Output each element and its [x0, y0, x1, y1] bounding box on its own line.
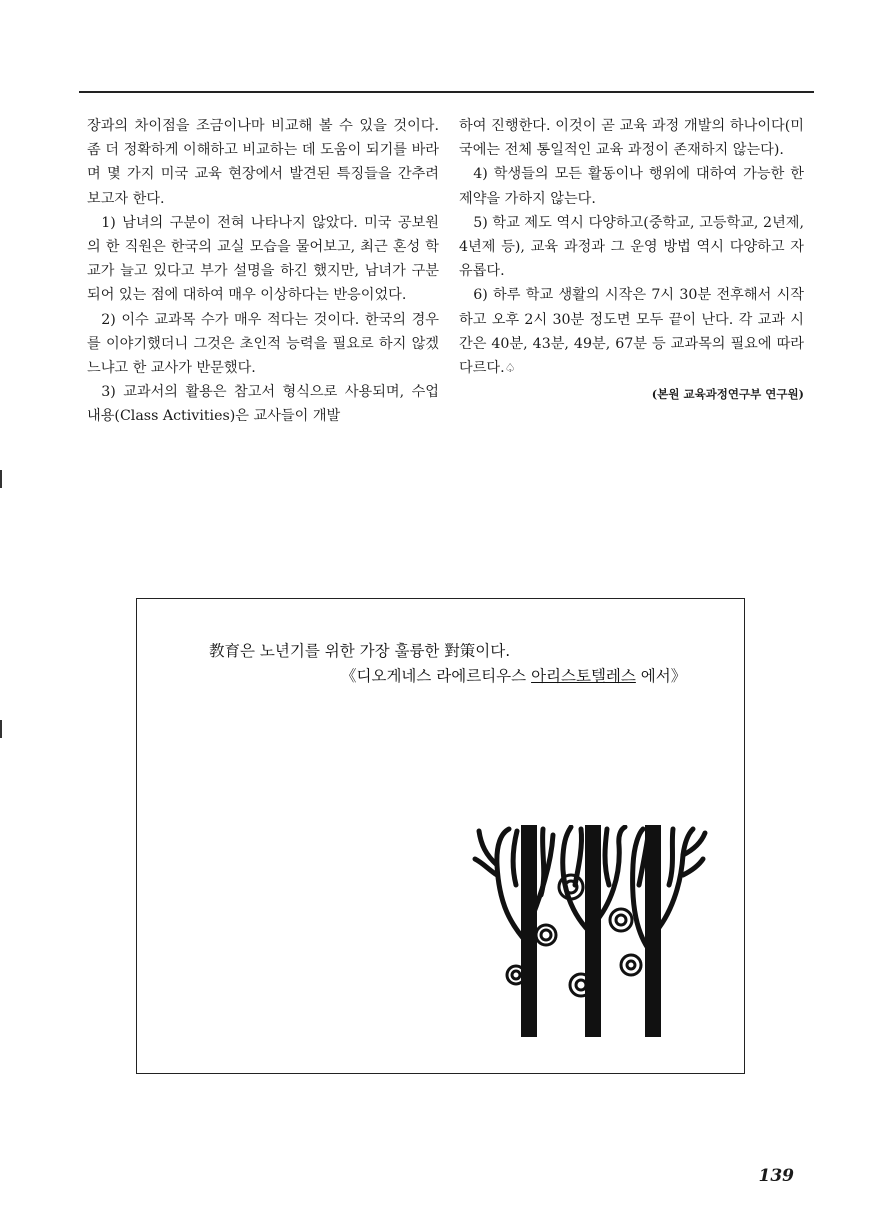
quote-source-prefix: 《디오게네스 라에르티우스: [341, 667, 532, 685]
paragraph: 장과의 차이점을 조금이나마 비교해 볼 수 있을 것이다. 좀 더 정확하게 이해하고 비교하는 데 도움이 되기를 바라며 몇 가지 미국 교육 현장에서 발견된 특징들을 간추려 보고자 한다.: [87, 118, 439, 207]
scan-edge-mark: [0, 720, 2, 738]
paragraph: [459, 283, 804, 380]
paragraph: 하여 진행한다. 이것이 곧 교육 과정 개발의 하나이다(미국에는 전체 통일적인 교육 과정이 존재하지 않는다).: [459, 118, 804, 159]
scan-edge-mark: [0, 470, 2, 488]
paragraph-text: 6) 하루 학교 생활의 시작은 7시 30분 전후해서 시작하고 오후 2시 30분 정도면 모두 끝이 난다. 각 교과 시간은 40분, 43분, 49분, 67분 등 교과목의 필요에 따라 다르다.: [459, 287, 804, 377]
header-rule: [79, 91, 814, 93]
quote-source: [209, 664, 686, 689]
quote: [209, 639, 686, 689]
author-affiliation: (본원 교육과정연구부 연구원): [651, 387, 804, 402]
spade-end-mark-icon: ♤: [504, 361, 516, 376]
paragraph: 2) 이수 교과목 수가 매우 적다는 것이다. 한국의 경우를 이야기했더니 그것은 초인적 능력을 필요로 하지 않겠느냐고 한 교사가 반문했다.: [87, 311, 439, 377]
quote-source-suffix: 에서》: [635, 667, 687, 685]
quote-box: [136, 598, 745, 1074]
quote-text: 教育은 노년기를 위한 가장 훌륭한 對策이다.: [209, 642, 511, 660]
paragraph: 5) 학교 제도 역시 다양하고(중학교, 고등학교, 2년제, 4년제 등), 교육 과정과 그 운영 방법 역시 다양하고 자유롭다.: [459, 214, 804, 280]
quote-source-underlined: 아리스토텔레스: [531, 667, 636, 685]
trees-illustration: [471, 825, 711, 1037]
paragraph: 4) 학생들의 모든 활동이나 행위에 대하여 가능한 한 제약을 가하지 않는다.: [459, 166, 804, 207]
page-number: 139: [758, 1166, 794, 1186]
right-column: [459, 114, 804, 406]
left-column: [87, 114, 439, 429]
paragraph: 3) 교과서의 활용은 참고서 형식으로 사용되며, 수업 내용(Class Activities)은 교사들이 개발: [87, 384, 439, 425]
paragraph: 1) 남녀의 구분이 전혀 나타나지 않았다. 미국 공보원의 한 직원은 한국의 교실 모습을 물어보고, 최근 혼성 학교가 늘고 있다고 부가 설명을 하긴 했지만, 남녀가 구분되어 있는 점에 대하여 매우 이상하다는 반응이었다.: [87, 214, 439, 304]
